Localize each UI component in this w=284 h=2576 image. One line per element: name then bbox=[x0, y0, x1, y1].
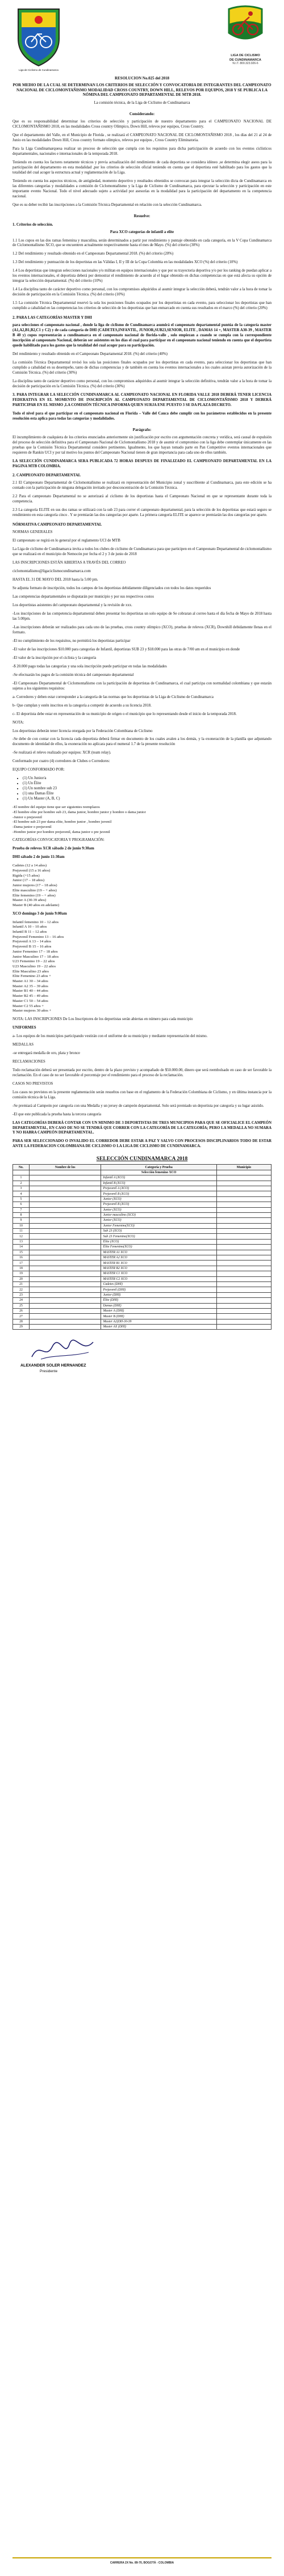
xco-category: Infantil B 11 – 12 años bbox=[12, 929, 47, 934]
municipality-cell bbox=[216, 1281, 271, 1287]
section-2-paragraph: para selecciones el campeonato nacional , donde la liga de ciclismo de Cundinamarca asumirá el campeonato departamental puntúa de la categoría master (A1,A2,B1,B2,C1 y C2) y de cada categoría de DHI (CADETES,INFANTIL, JUNIOR,SUB23,SENIOR, ELITE , DAMAS 14 +, MASTER A30-39 , MASTER B 40 y) cupos representarán a cundinamarca en el campeonato nacional de florida-valle , solo empiezan a cuando se cumpla con la correspondiente inscripción al campeonato Nacional, deberán ser asistentes en los días el cual para participar en el campeonato nacional teniendo en cuenta que el deportista quede habilitado para los gastos que la totalidad del cual acoger para su participación. bbox=[12, 323, 272, 348]
name-cell bbox=[30, 1245, 101, 1250]
row-number-cell: 6 bbox=[13, 1202, 30, 1207]
table-row bbox=[13, 1196, 272, 1202]
name-cell bbox=[30, 1218, 101, 1223]
dhi-category: Elite femenino (19 – + años) bbox=[12, 893, 56, 898]
table-row bbox=[13, 1218, 272, 1223]
name-cell bbox=[30, 1271, 101, 1276]
row-number-cell: 24 bbox=[13, 1298, 30, 1303]
municipality-cell bbox=[216, 1186, 271, 1191]
municipality-cell bbox=[216, 1239, 271, 1244]
norma-item: HASTA EL 31 DE MAYO DEL 2018 hasta la 5:00 pm. bbox=[12, 578, 98, 582]
municipality-cell bbox=[216, 1202, 271, 1207]
category-cell: Élite (XCO) bbox=[101, 1239, 216, 1244]
uniformes-item: MEDALLAS bbox=[12, 1042, 34, 1047]
team-member-item: • (1) una Damas Élite bbox=[23, 792, 272, 797]
dhi-category: Elite masculino (19 – + años) bbox=[12, 888, 57, 892]
row-number-cell: 23 bbox=[13, 1292, 30, 1297]
table-row bbox=[13, 1229, 272, 1234]
municipality-cell bbox=[216, 1250, 271, 1255]
row-number-cell: 26 bbox=[13, 1308, 30, 1313]
section-3-title: 3. PARA INTEGRAR LA SELECCIÓN CUNDINAMARCA AL CAMPEONATO NACIONAL EN FLORIDA VALLE 2018 DEBERÁ TENER LICENCIA FEDERATIVA EN EL MOMENTO DE INSCRIPCIÓN AL CAMPEONATO DEPARTAMENTAL DE CICLOMONTAÑISMO 2018 Y DEBERÁ PARTICIPAR EN EL MISMO ,LA COMISIÓN TÉCNICA INFORMA QUIEN SURJA ENE PUESTO 3 SE DA PLAZA DECRETO. bbox=[12, 392, 272, 407]
section-2-paragraph: La comisión Técnica Departamental revisó los sola las posiciones finales ocupados por los deportistas en cada evento, para seleccionar los deportistas que han cumplido a cabalidad en su desempeño, tanto de dichas competencias y de también en cuenta los eventos internacionales a los cuales asistan previa autorización de la Comisión Técnica. (%) del criterio (30%) bbox=[12, 360, 272, 375]
xco-category: U23 Masculino 19 – 22 años bbox=[12, 964, 56, 968]
table-row bbox=[13, 1266, 272, 1271]
category-cell: Infantil A (XCO) bbox=[101, 1175, 216, 1181]
section-1-title: 1. Criterios de selección. bbox=[12, 222, 53, 227]
municipality-cell bbox=[216, 1229, 271, 1234]
row-number-cell: 2 bbox=[13, 1181, 30, 1186]
name-cell bbox=[30, 1292, 101, 1297]
name-cell bbox=[30, 1234, 101, 1239]
dhi-category: Rigida (+15 años) bbox=[12, 873, 40, 878]
name-cell bbox=[30, 1207, 101, 1212]
norma-item: a- Corredores y deben estar corresponder a la categoría de las normas que los deportistas de la Liga de Ciclismo de Cundinamarca bbox=[12, 695, 214, 699]
norma-item: El campeonato se regirá en lo general por el reglamento UCI de MTB bbox=[12, 539, 120, 543]
name-cell bbox=[30, 1239, 101, 1244]
right-logo-name-2: DE CUNDINAMARCA bbox=[229, 58, 261, 62]
table-row bbox=[13, 1314, 272, 1319]
norma-item: La Liga de ciclismo de Cundinamarca invita a todos los clubes de ciclismo de Cundinamarca para que participen en el Campeonato Departamental de ciclomontañismo que se realizará en el municipio de Nemocón por fecha el 2 y 3 de junio de 2018 bbox=[12, 547, 272, 557]
category-cell: Prejuvenil (DHI) bbox=[101, 1287, 216, 1292]
xco-category: Junior Masculino 17 – 18 años bbox=[12, 954, 59, 959]
team-member-item: • (1) Un Master (A, B, C) bbox=[23, 797, 272, 802]
left-logo-caption: Liga de Ciclismo de Cundinamarca bbox=[19, 69, 59, 71]
xco-categories bbox=[12, 920, 272, 1014]
municipality-cell bbox=[216, 1245, 271, 1250]
row-number-cell: 7 bbox=[13, 1207, 30, 1212]
category-cell: Sub 23 (XCO) bbox=[101, 1229, 216, 1234]
name-cell bbox=[30, 1255, 101, 1260]
table-row bbox=[13, 1260, 272, 1266]
normas-list bbox=[12, 539, 272, 773]
considerando-paragraph: Que es su responsabilidad determinar los criterios de selección y participación de nuestro departamento para el CAMPEONATO NACIONAL DE CICLOMONTAÑISMO 2018, en las modalidades Cross country Olímpico, Down Hill, relevos por equipos, Cross Country. bbox=[12, 119, 272, 129]
row-number-cell: 27 bbox=[13, 1314, 30, 1319]
xco-category: Prejuvenil A 13 – 14 años bbox=[12, 940, 51, 944]
category-cell: Prejuvenil B (XCO) bbox=[101, 1191, 216, 1196]
name-cell bbox=[30, 1250, 101, 1255]
team-rule: -El nombre del equipo tiene que ser siguientes reemplazos bbox=[12, 805, 100, 810]
column-header: No. bbox=[13, 1165, 30, 1170]
norma-item: EQUIPO CONFORMADO POR: bbox=[12, 768, 65, 772]
table-row bbox=[13, 1303, 272, 1308]
table-row bbox=[13, 1223, 272, 1228]
category-cell: Junior (XCO) bbox=[101, 1218, 216, 1223]
team-rules bbox=[12, 805, 272, 835]
row-number-cell: 10 bbox=[13, 1223, 30, 1228]
nit-number: N.I.T. 800.323.926-6 bbox=[232, 62, 258, 66]
table-row bbox=[13, 1298, 272, 1303]
xco-category: Master mujeres 30 años + bbox=[12, 1009, 52, 1013]
uniformes-item: -Se premiará al Campeón por categoría con una Medalla y un jersey de campeón departamental. Solo será premiado un deportista por categoría y su lugar asistido. bbox=[12, 1103, 264, 1108]
criterion-item: 1.2 Del rendimiento y resultado obtenido en el Campeonato Departamental 2018. (%) del criterio (20%) bbox=[12, 252, 174, 256]
category-cell: Junior Femenino(XCO) bbox=[101, 1223, 216, 1228]
xco-category: Elite Femenino 23 años + bbox=[12, 974, 51, 979]
row-number-cell: 8 bbox=[13, 1212, 30, 1217]
name-cell bbox=[30, 1191, 101, 1196]
category-cell: MASTER B1 XCO bbox=[101, 1260, 216, 1266]
municipality-cell bbox=[216, 1218, 271, 1223]
municipality-cell bbox=[216, 1303, 271, 1308]
category-cell: Sub 23 Femenino(XCO) bbox=[101, 1234, 216, 1239]
municipality-cell bbox=[216, 1212, 271, 1217]
category-cell: MASTER A1 XCO bbox=[101, 1250, 216, 1255]
table-row bbox=[13, 1239, 272, 1244]
considerando-heading: Considerando: bbox=[129, 111, 155, 116]
row-number-cell: 20 bbox=[13, 1276, 30, 1281]
table-row bbox=[13, 1250, 272, 1255]
final-notice: PARA SER SELECCIONADO O INVALIDO EL CORREDOR DEBE ESTAR A PAZ Y SALVO CON PROCESOS DISCIPLINARIOS TODO DE ESTAR ANTE LA FEDERACION COLOMBIANA DE CICLISMO O LA LIGA DE CICLISMO DE CUNDINAMARCA. bbox=[12, 1139, 272, 1149]
resuelve-heading: Resuelve: bbox=[133, 213, 151, 218]
xco-category: Infantil A 10 – 10 años bbox=[12, 925, 47, 929]
league-logo-right bbox=[219, 5, 272, 65]
table-row bbox=[13, 1202, 272, 1207]
dhi-category: Master A (30-39 años) bbox=[12, 898, 47, 903]
municipality-cell bbox=[216, 1255, 271, 1260]
category-cell: Junior (XCO) bbox=[101, 1207, 216, 1212]
table-row bbox=[13, 1186, 272, 1191]
final-notice: LAS CATEGORÍAS DEBERÁ CONTAR CON UN MINIMO DE 3 DEPORTISTAS DE TRES MUNICIPIOS PARA QUE SE OFICIALICE EL CAMPEÓN DEPARTAMENTAL, EN CASO DE NO SE TENDRÁ QUE CORRER CON LA CATEGORÍA DE LA CATEGORÍA; PERO LA MEDALLA NO SUMARA Y NO HABRA CAMPEÓN DEPARTAMENTAL. bbox=[12, 1120, 272, 1135]
xco-category: U23 Femenino 19 – 22 años bbox=[12, 959, 55, 964]
signature-scribble-icon bbox=[30, 1338, 98, 1363]
name-cell bbox=[30, 1212, 101, 1217]
dhi-category: Junior (17 – 18 años) bbox=[12, 878, 45, 883]
row-number-cell: 1 bbox=[13, 1175, 30, 1181]
category-cell: Junior masculino (XCO) bbox=[101, 1212, 216, 1217]
category-cell: Master A2(DH-30-39 bbox=[101, 1319, 216, 1324]
dhi-category: Junior mujeres (17 – 18 años) bbox=[12, 883, 57, 888]
criterion-item: 1.5 La comisión Técnica Departamental reservó la sola los posiciones finales ocupados por los deportistas en cada evento, para seleccionar los deportistas que han cumplido a cabalidad en las competencias los criterios de selección de los deportistas que han enmarcado en cuenta sus resultados en el marco (%) del criterio (20%) bbox=[12, 301, 272, 311]
table-row bbox=[13, 1181, 272, 1186]
municipality-cell bbox=[216, 1287, 271, 1292]
name-cell bbox=[30, 1266, 101, 1271]
norma-item: Los deportistas deberán tener licencia otorgada por la Federación Colombiana de Ciclismo bbox=[12, 729, 153, 733]
category-cell: MASTER C1 XCO bbox=[101, 1271, 216, 1276]
municipality-cell bbox=[216, 1266, 271, 1271]
team-member-item: • (1) Un Junior/a bbox=[23, 776, 272, 781]
column-header: Municipio bbox=[216, 1165, 271, 1170]
table-body bbox=[13, 1170, 272, 1330]
category-cell: MASTER C2 XCO bbox=[101, 1276, 216, 1281]
norma-item: Se adjunta formato de inscripción, todos los campos de los deportistas debidamente diligenciados con todos los datos requeridos bbox=[12, 586, 211, 591]
row-number-cell: 18 bbox=[13, 1266, 30, 1271]
table-subheader-row bbox=[13, 1170, 272, 1175]
criterion-item: 1.3 Del rendimiento y puntuación de los deportistas en las Válidas I, II y III de la Copa Colombia en las modalidades XCO (%) del criterio (10%) bbox=[12, 260, 238, 265]
table-row bbox=[13, 1308, 272, 1313]
norma-item: -Los inscripciones de las competencia departamental deben presentar los deportistas un solo equipo de Se cobraran al correo hasta el día fecha de Mayo de 2018 hasta las 5:00pm. bbox=[12, 611, 272, 621]
norma-item: b- Que cumplan y estén inscritos en la categoría a competir de acuerdo a su licencia 2018. bbox=[12, 703, 152, 708]
table-row bbox=[13, 1276, 272, 1281]
norma-item: -El no cumplimiento de los requisitos, no permitirá los deportistas participar bbox=[12, 638, 131, 643]
signature-block bbox=[12, 1338, 272, 1378]
norma-item: -$ 20.000 pago todas las categorías y una sola inscripción puede participar en todas las modalidades bbox=[12, 664, 167, 669]
name-cell bbox=[30, 1196, 101, 1202]
campeonato-paragraph: 2.3 La categoría ELITE en sus dos ramas se utilizará con la sub 23 para correr el campeonato departamental, para la selección de los deportistas que estará seguro se rendimiento en esta categoría cinco . Y se premiarán las dos categorías por aparte. La primera categoría ELITE se aparece se premiarán las dos categorías por aparte. bbox=[12, 508, 272, 518]
norma-item: NOTA: bbox=[12, 720, 24, 725]
table-row bbox=[13, 1271, 272, 1276]
row-number-cell: 4 bbox=[13, 1191, 30, 1196]
section-1-subtitle: Para XCO categorías de infantil a elite bbox=[110, 230, 174, 234]
municipality-cell bbox=[216, 1292, 271, 1297]
section-3-paragraph: Todo el nivel para el que participar en el campeonato nacional en Florida – Valle del Cauca debe cumplir con los parámetros establecidos en la presente resolución esta aplica para todas las categorías y modalidades. bbox=[12, 411, 272, 421]
xco-category: Elite Masculino 23 años bbox=[12, 969, 49, 974]
column-header: Categoría y Prueba bbox=[101, 1165, 216, 1170]
norma-item: -Se debe de con contar con la licencia cada deportista deberá firmar en documento de los cuales avalen a los demás, y la exoneración de la planilla que adjuntando documento de identidad de ellos, la exoneración no aplicara para el numeral 1.7 de la presente resolución bbox=[12, 737, 272, 747]
name-cell bbox=[30, 1202, 101, 1207]
municipality-cell bbox=[216, 1196, 271, 1202]
inscriptions-note: NOTA: LAS INSCRIPCIONES De Los Inscriptores de los deportistas serán abiertas en número para cada municipio bbox=[12, 1017, 193, 1021]
considerando-paragraph: Teniendo en cuenta los factores netamente técnicos y previa actualización del rendimiento de cada deportista se considera idóneo ,se determina elegir aseos para la participación del departamento en esta modalidad ,por los criterios de selección oficial teniendo en cuenta que el deportista esté habilitado para los gastos que la totalidad del cual acoger la estructura actual y reglamentación de la Liga. bbox=[12, 160, 272, 175]
table-row bbox=[13, 1325, 272, 1330]
considerando-paragraph: Que el departamento del Valle, en el Municipio de Florida , se realizará el CAMPEONATO NACIONAL DE CICLOMONTAÑISMO 2018 , los días del 21 al 24 de Junio en las modalidades Down Hill, Cross country formato olímpico, relevos por equipos , Cross Country Eliminatoria. bbox=[12, 133, 272, 142]
resolution-subtitle: POR MEDIO DE LA CUAL SE DETERMINAN LOS CRITERIOS DE SELECCIÓN Y CONVOCATORIA DE INTEGRANTES DEL CAMPEONATO NACIONAL DE CICLOMONTAÑISMO MODALIDAD CROSS COUNTRY, DOWN HILL, RELEVOS POR EQUIPOS, 2018 Y SE PUBLICA LA NÓMINA DEL CAMPEONATO DEPARTAMENTAL DE MTB 2018. bbox=[12, 82, 272, 98]
team-member-item: • (1) Un Élite bbox=[23, 781, 272, 786]
row-number-cell: 21 bbox=[13, 1281, 30, 1287]
dhi-category: Master B (40 años en adelante) bbox=[12, 903, 60, 907]
xco-heading: XCO domingo 3 de junio 9:00am bbox=[12, 911, 67, 916]
resolution-title: RESOLUCION No.025 del 2018 bbox=[114, 76, 170, 81]
norma-item: c- El deportista debe estar en representación de su municipio de origen o el municipio que lo representando desde el inicio de la temporada 2018. bbox=[12, 712, 237, 716]
uniformes-heading: UNIFORMES bbox=[12, 1025, 36, 1030]
dhi-heading: DHI sábado 2 de junio 11:30am bbox=[12, 855, 65, 860]
norma-item: Las competencias departamentales se disputarán por municipio y por sus respectivos costos bbox=[12, 595, 154, 599]
row-number-cell: 17 bbox=[13, 1260, 30, 1266]
municipality-cell bbox=[216, 1298, 271, 1303]
dhi-categories bbox=[12, 864, 272, 908]
section-2-title: 2. PARA LAS CATEGORÍAS MASTER Y DHI bbox=[12, 316, 92, 320]
dhi-category: Prejuvenil (15 a 16 años) bbox=[12, 868, 51, 873]
category-cell: Master B (DHI) bbox=[101, 1314, 216, 1319]
right-logo-name-1: LIGA DE CICLISMO bbox=[231, 54, 260, 57]
table-row bbox=[13, 1175, 272, 1181]
uniformes-item: -El que este publicada la prueba hasta la tercera categoría bbox=[12, 1112, 102, 1116]
name-cell bbox=[30, 1319, 101, 1324]
name-cell bbox=[30, 1314, 101, 1319]
league-logo-left bbox=[12, 5, 65, 72]
municipality-cell bbox=[216, 1319, 271, 1324]
norma-item: -El valor de la inscripción por el ciclista y la categoría bbox=[12, 655, 97, 660]
footer-divider bbox=[12, 2557, 272, 2558]
municipality-cell bbox=[216, 1207, 271, 1212]
uniformes-item: a- Los equipos de los municipios participando vestirán con el uniforme de su municipio y mediante representación del mismo. bbox=[12, 1034, 208, 1038]
normas-heading: NORMAS GENERALES bbox=[12, 530, 53, 535]
paragrafo-text: El incumplimiento de cualquiera de los criterios enunciados anteriormente sin justificación por escrito con argumentación concreta y verídica, será causal de expulsión del proceso de selección definitiva para el Campeonato Nacional de Ciclomontañismo 2018 y de asumir el compromiso con la liga debe contemplar únicamente en las pruebas que la Comisión Técnica Departamental considere pertinentes. Igualmente, los que hayan tomado parte en Pan Competitive eventos internacionales que requieren de Rankin UCI y por tal motivo los puntos del Campeonato Nacional tienen de gran importancia para cada uno de ellos también. bbox=[12, 435, 272, 455]
table-subheader: Selección femenino XCO bbox=[101, 1170, 216, 1175]
row-number-cell: 5 bbox=[13, 1196, 30, 1202]
xco-category: Master C1 50 – 54 años bbox=[12, 999, 48, 1003]
municipality-cell bbox=[216, 1234, 271, 1239]
municipality-cell bbox=[216, 1308, 271, 1313]
team-rule: -Dama junior o prejuvenil bbox=[12, 824, 52, 829]
name-cell bbox=[30, 1281, 101, 1287]
name-cell bbox=[30, 1229, 101, 1234]
norma-item: Conformado por cuatro (4) corredores de Clubes o Corredores: bbox=[12, 759, 110, 764]
table-row bbox=[13, 1212, 272, 1217]
selection-table bbox=[12, 1164, 272, 1330]
campeonato-heading: 2. CAMPEONATO DEPARTAMENTAL bbox=[12, 473, 81, 478]
municipality-cell bbox=[216, 1260, 271, 1266]
section-2-paragraph: La disciplina tanto de carácter deportivo como personal, con los compromisos adquiridos al asumir integrar la selección definitiva, tendrán valor a la hora de tomar la decisión de participación en la Comisión Técnica. (%) del criterio (30%) bbox=[12, 379, 272, 388]
uniformes-list bbox=[12, 1034, 272, 1118]
criterion-item: 1.1 Los cupos en las dos ramas femenina y masculina, serán determinados a partir por rendimiento y puntaje obtenido en cada categoría, en la V Copa Cundinamarca de Ciclomontañismo XCO, que se encuentren actualmente respectivamente hasta el mes de Mayo. (%) del criterio (30%) bbox=[12, 238, 272, 248]
norma-item: -Se realizará el relevo realizado por equipos: XCR (team relay). bbox=[12, 751, 111, 755]
category-cell: Prejuvenil A (XCO) bbox=[101, 1186, 216, 1191]
xco-category: Master A2 35 – 39 años bbox=[12, 984, 48, 988]
xco-category: Master B2 45 – 49 años bbox=[12, 994, 48, 999]
row-number-cell: 9 bbox=[13, 1218, 30, 1223]
name-cell bbox=[30, 1175, 101, 1181]
municipality-cell bbox=[216, 1276, 271, 1281]
municipality-cell bbox=[216, 1314, 271, 1319]
category-cell: Damas (DHI) bbox=[101, 1303, 216, 1308]
xco-category: Prejuvenil Femenino 13 – 16 años bbox=[12, 934, 64, 939]
category-cell: Infantil B (XCO) bbox=[101, 1181, 216, 1186]
xco-category: Master B1 40 – 44 años bbox=[12, 989, 48, 993]
category-cell: Élite (DHI) bbox=[101, 1298, 216, 1303]
row-number-cell: 22 bbox=[13, 1287, 30, 1292]
norma-item: ciclomontañismo@ligaciclismocundinamarca.com bbox=[12, 569, 91, 574]
table-row bbox=[13, 1292, 272, 1297]
name-cell bbox=[30, 1303, 101, 1308]
uniformes-item: RECLAMACIONES bbox=[12, 1059, 45, 1064]
name-cell bbox=[30, 1308, 101, 1313]
uniformes-item: CASOS NO PREVISTOS bbox=[12, 1081, 53, 1086]
row-number-cell: 13 bbox=[13, 1239, 30, 1244]
cyclist-logo-icon bbox=[225, 5, 265, 50]
category-cell: MASTER A2 XCO bbox=[101, 1255, 216, 1260]
considerando-paragraph: Que es su deber recibir las inscripciones a la Comisión Técnica Departamental en relación con la selección Cundinamarca. bbox=[12, 202, 202, 207]
table-row bbox=[13, 1287, 272, 1292]
table-row bbox=[13, 1207, 272, 1212]
team-rule: -Junior o prejuvenil bbox=[12, 815, 43, 819]
team-rule: -El hombre elite por hombre sub 23, dama junior, hombre junior y hombre o dama junior bbox=[12, 810, 146, 814]
team-member-item: • (1) Un nombre sub 23 bbox=[23, 786, 272, 792]
xco-category: Prejuvenil B 15 – 16 años bbox=[12, 945, 52, 949]
uniformes-item: -se entregará medalla de oro, plata y bronce bbox=[12, 1051, 80, 1055]
municipality-cell bbox=[216, 1191, 271, 1196]
norma-item: Los deportistas asistentes del campeonato departamental y la revisión de xxx. bbox=[12, 603, 132, 607]
criterion-item: 1.4 Los deportistas que integran selecciones nacionales y/o militan en equipos internacionales y que por su trayectoria deportiva y/o por los ranking de puedan aplicar a los eventos internacionales, el deportista deberá por demostrar el rendimiento de acuerdo al el lugar obtenido en dichas competencias en que está afecta su opción de integrar la selección departamental. (%) del criterio (10%) bbox=[12, 269, 272, 284]
shield-logo-icon bbox=[12, 5, 65, 68]
name-cell bbox=[30, 1181, 101, 1186]
table-row bbox=[13, 1191, 272, 1196]
name-cell bbox=[30, 1287, 101, 1292]
signatory-name: ALEXANDER SOLER HERNANDEZ bbox=[20, 1364, 86, 1368]
campeonato-paragraph: 2.2 Para el campeonato Departamental no se autorizará al ciclismo de los deportistas hasta el Campeonato Nacional en que se representante durante toda la competencia. bbox=[12, 494, 272, 504]
row-number-cell: 25 bbox=[13, 1303, 30, 1308]
category-cell: Junior (XCO) bbox=[101, 1196, 216, 1202]
name-cell bbox=[30, 1260, 101, 1266]
category-cell: MASTER B2 XCO bbox=[101, 1266, 216, 1271]
campeonato-paragraph: 2.1 El Campeonato Departamental de Ciclomontañismo se realizará en representación del Municipio zonal y suscribiente al Cundinamarca, para este edición se ha contado con la participación de ninguna delegación invitado por desconcentración de la Comisión Técnica. bbox=[12, 481, 272, 490]
column-header: Nombre de los bbox=[30, 1165, 101, 1170]
xco-category: Infantil femenino 10 – 12 años bbox=[12, 920, 59, 924]
norma-item: LAS INSCRIPCIONES ESTÁN ABIERTAS A TRAVÉS DEL CORREO bbox=[12, 561, 126, 565]
team-composition-list bbox=[23, 776, 272, 802]
row-number-cell: 19 bbox=[13, 1271, 30, 1276]
row-number-cell: 3 bbox=[13, 1186, 30, 1191]
table-row bbox=[13, 1255, 272, 1260]
selection-table-title: SELECCIÓN CUNDINAMARCA 2018 bbox=[96, 1156, 188, 1162]
row-number-cell: 29 bbox=[13, 1325, 30, 1330]
considerando-paragraph: Para la Liga Cundinamarquesa realizar un proceso de selección que cumpla con los requisitos para dicha participación de acuerdo con los eventos ciclísticos departamentales, nacionales e internacionales de la temporada 2018. bbox=[12, 146, 272, 156]
xco-category: Master C2 55 años + bbox=[12, 1004, 44, 1008]
row-number-cell: 11 bbox=[13, 1229, 30, 1234]
row-number-cell: 28 bbox=[13, 1319, 30, 1324]
norma-item: -El valor de las inscripciones $10.000 para categorías de Infantil, deportistas SUB 23 y $18.000 para las otras de 7/00 am en el municipio en donde bbox=[12, 647, 240, 652]
municipality-cell bbox=[216, 1325, 271, 1330]
table-row bbox=[13, 1234, 272, 1239]
xcr-heading: Prueba de relevos XCR sábado 2 de junio 9:30am bbox=[12, 847, 94, 851]
category-cell: Élite Femenino(XCO) bbox=[101, 1245, 216, 1250]
row-number-cell: 14 bbox=[13, 1245, 30, 1250]
norma-item: -Las inscripciones deberán ser realizados para cada uno de las pruebas, cross country olímpico (XCO), pruebas de relevos (XCR), Downhill debidamente llenas en el formato. bbox=[12, 625, 272, 635]
row-number-cell: 16 bbox=[13, 1255, 30, 1260]
category-cell: Junior (DHI) bbox=[101, 1292, 216, 1297]
municipality-cell bbox=[216, 1181, 271, 1186]
signatory-role: Presidente bbox=[40, 1369, 58, 1374]
norma-item: -El Campeonato Departamental de Ciclomontañismo con la participación de deportistas de Cundinamarca, el cual participa con normalidad colombiana y que estarán sujetos a los siguientes requisitos: bbox=[12, 681, 272, 691]
municipality-cell bbox=[216, 1175, 271, 1181]
uniformes-item: Todo reclamación deberá ser presentada por escrito, dentro de la plazo previsto y acompañado de $50.000.00, dinero que será reembolsado en caso de ser favorable la reclamación. En el caso de no ser favorable el porcentaje por el rendimiento para el proceso de la reclamación. bbox=[12, 1068, 272, 1077]
name-cell bbox=[30, 1276, 101, 1281]
considerando-paragraph: Teniendo en cuenta los aspectos técnicos, de antigüedad, momento deportivo y resultados obtenidos se convocan para integrar la selección dicta de Cundinamarca en las diferentes categorías y modalidades a comisión de Ciclomontañismo y la Liga de Ciclismo de Cundinamarca, para ejecutar la selección y participación en este importante evento Nacional. Todo el nivel adecuado sujeto a actividad por asesorías en la modalidad para la participación del departamento en la competencia nacional. bbox=[12, 179, 272, 198]
row-number-cell: 15 bbox=[13, 1250, 30, 1255]
category-cell: Cadetes (DHI) bbox=[101, 1281, 216, 1287]
section-2-paragraph: Del rendimiento y resultado obtenido en el Campeonato Departamental 2018. (%) del criterio (40%) bbox=[12, 352, 168, 356]
norma-item: -Se efectuarán los pagos de la comisión técnica del campeonato departamental bbox=[12, 672, 134, 677]
team-rule: -El hombre sub 23 por dama elite, hombre junior , hombre juvenil bbox=[12, 820, 112, 824]
name-cell bbox=[30, 1298, 101, 1303]
category-cell: Master AX (DHI) bbox=[101, 1325, 216, 1330]
table-row bbox=[13, 1319, 272, 1324]
footer-address: CARRERA 2X No. 89-70, BOGOTÁ - COLOMBIA bbox=[110, 2561, 174, 2565]
publication-notice: LA SELECCIÓN CUNDINAMARCA SERA PUBLICADA 72 HORAS DESPUES DE FINALIZADO EL CAMPEONATO DEPARTAMENTAL EN LA PAGINA MTB COLOMBIA. bbox=[12, 459, 272, 468]
intro-line: La comisión técnica, de la Liga de Ciclismo de Cundinamarca bbox=[94, 101, 190, 105]
name-cell bbox=[30, 1223, 101, 1228]
xco-category: Junior Femenino 17 – 18 años bbox=[12, 949, 58, 954]
letterhead bbox=[12, 3, 272, 76]
normativa-heading: NÓRMATIVA CAMPEONATO DEPARTAMENTAL bbox=[12, 523, 102, 527]
calendar-heading: CATEGORÍAS CONVOCATORIA Y PROGRAMACIÓN: bbox=[12, 838, 105, 843]
criterion-item: 1.4 La disciplina tanto de carácter deportivo como personal, con los compromisos adquiridos al asumir integrar la selección deberá, tendrán valor a la hora de tomar la decisión de participación en la Comisión Técnica. (%) del criterio (10%) bbox=[12, 287, 272, 297]
dhi-category: Cadetes (12 a 14 años) bbox=[12, 864, 47, 868]
xco-category: Master A1 30 – 34 años bbox=[12, 979, 48, 984]
uniformes-item: Los casos no previstos en la presente reglamentación serán resueltos con base en el reglamento de la Federación Colombiana de Ciclismo, y en última instancia por la comisión técnica de la Liga. bbox=[12, 1090, 272, 1099]
table-row bbox=[13, 1245, 272, 1250]
municipality-cell bbox=[216, 1271, 271, 1276]
name-cell bbox=[30, 1325, 101, 1330]
team-rule: -Hombre junior por hombre prejuvenil, dama junior o pre juvenil bbox=[12, 830, 110, 834]
table-row bbox=[13, 1281, 272, 1287]
table-header-row bbox=[13, 1165, 272, 1170]
paragrafo-heading: Parágrafo: bbox=[132, 427, 152, 432]
category-cell: Prejuvenil B (XCO) bbox=[101, 1202, 216, 1207]
name-cell bbox=[30, 1186, 101, 1191]
category-cell: Master A (DHI) bbox=[101, 1308, 216, 1313]
row-number-cell: 12 bbox=[13, 1234, 30, 1239]
municipality-cell bbox=[216, 1223, 271, 1228]
